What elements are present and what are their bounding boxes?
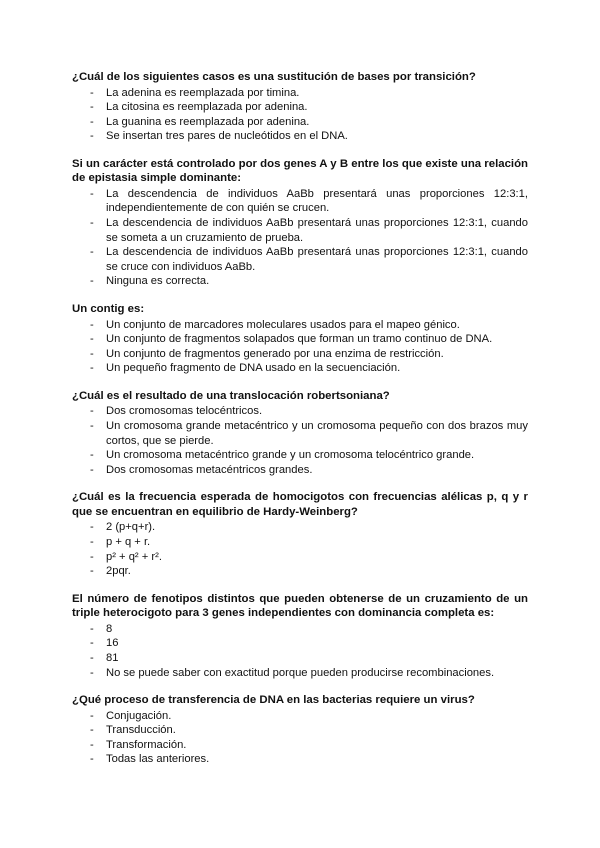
option-item: - 2pqr. — [72, 564, 528, 579]
option-item: - Conjugación. — [72, 709, 528, 724]
option-item: - Un conjunto de fragmentos generado por una enzima de restricción. — [72, 347, 528, 362]
option-item: - Dos cromosomas metacéntricos grandes. — [72, 463, 528, 478]
option-item: - Un cromosoma metacéntrico grande y un cromosoma telocéntrico grande. — [72, 448, 528, 463]
question-block — [72, 389, 528, 477]
options-list — [72, 622, 528, 680]
option-item: - La citosina es reemplazada por adenina. — [72, 100, 528, 115]
question-block — [72, 592, 528, 680]
option-item: - La guanina es reemplazada por adenina. — [72, 115, 528, 130]
options-list — [72, 318, 528, 376]
question-title: Un contig es: — [72, 303, 145, 316]
option-item: - La adenina es reemplazada por timina. — [72, 86, 528, 101]
options-list — [72, 520, 528, 578]
option-item: - La descendencia de individuos AaBb presentará unas proporciones 12:3:1, cuando se cruce con individuos AaBb. — [72, 245, 528, 274]
question-title: ¿Qué proceso de transferencia de DNA en las bacterias requiere un virus? — [72, 694, 475, 707]
option-item: - Un conjunto de fragmentos solapados que forman un tramo continuo de DNA. — [72, 332, 528, 347]
option-item: - Todas las anteriores. — [72, 752, 528, 767]
options-list — [72, 187, 528, 289]
question-block — [72, 693, 528, 767]
question-title: El número de fenotipos distintos que pueden obtenerse de un cruzamiento de un triple heterocigoto para 3 genes independientes con dominancia completa es: — [72, 592, 528, 620]
options-list — [72, 404, 528, 477]
option-item: - p² + q² + r². — [72, 550, 528, 565]
option-item: - 81 — [72, 651, 528, 666]
option-item: - Un cromosoma grande metacéntrico y un cromosoma pequeño con dos brazos muy cortos, que se pierde. — [72, 419, 528, 448]
option-item: - No se puede saber con exactitud porque pueden producirse recombinaciones. — [72, 666, 528, 681]
options-list — [72, 709, 528, 767]
option-item: - 2 (p+q+r). — [72, 520, 528, 535]
option-item: - Un conjunto de marcadores moleculares usados para el mapeo génico. — [72, 318, 528, 333]
question-block — [72, 157, 528, 289]
option-item: - Transformación. — [72, 738, 528, 753]
question-block — [72, 490, 528, 578]
question-title: ¿Cuál es el resultado de una translocación robertsoniana? — [72, 389, 390, 402]
option-item: - 8 — [72, 622, 528, 637]
option-item: - Transducción. — [72, 723, 528, 738]
question-title: ¿Cuál es la frecuencia esperada de homocigotos con frecuencias alélicas p, q y r que se encuentran en equilibrio de Hardy-Weinberg? — [72, 491, 528, 518]
option-item: - Dos cromosomas telocéntricos. — [72, 404, 528, 419]
option-item: - La descendencia de individuos AaBb presentará unas proporciones 12:3:1, independientemente de con quién se crucen. — [72, 187, 528, 216]
option-item: - La descendencia de individuos AaBb presentará unas proporciones 12:3:1, cuando se someta a un cruzamiento de prueba. — [72, 216, 528, 245]
option-item: - p + q + r. — [72, 535, 528, 550]
option-item: - Un pequeño fragmento de DNA usado en la secuenciación. — [72, 361, 528, 376]
option-item: - 16 — [72, 636, 528, 651]
question-title: ¿Cuál de los siguientes casos es una sustitución de bases por transición? — [72, 71, 476, 83]
question-list — [72, 70, 528, 780]
question-title: Si un carácter está controlado por dos genes A y B entre los que existe una relación de epistasia simple dominante: — [72, 157, 528, 185]
question-block — [72, 302, 528, 376]
question-block — [72, 70, 528, 144]
option-item: - Se insertan tres pares de nucleótidos en el DNA. — [72, 129, 528, 144]
option-item: - Ninguna es correcta. — [72, 274, 528, 289]
options-list — [72, 86, 528, 144]
